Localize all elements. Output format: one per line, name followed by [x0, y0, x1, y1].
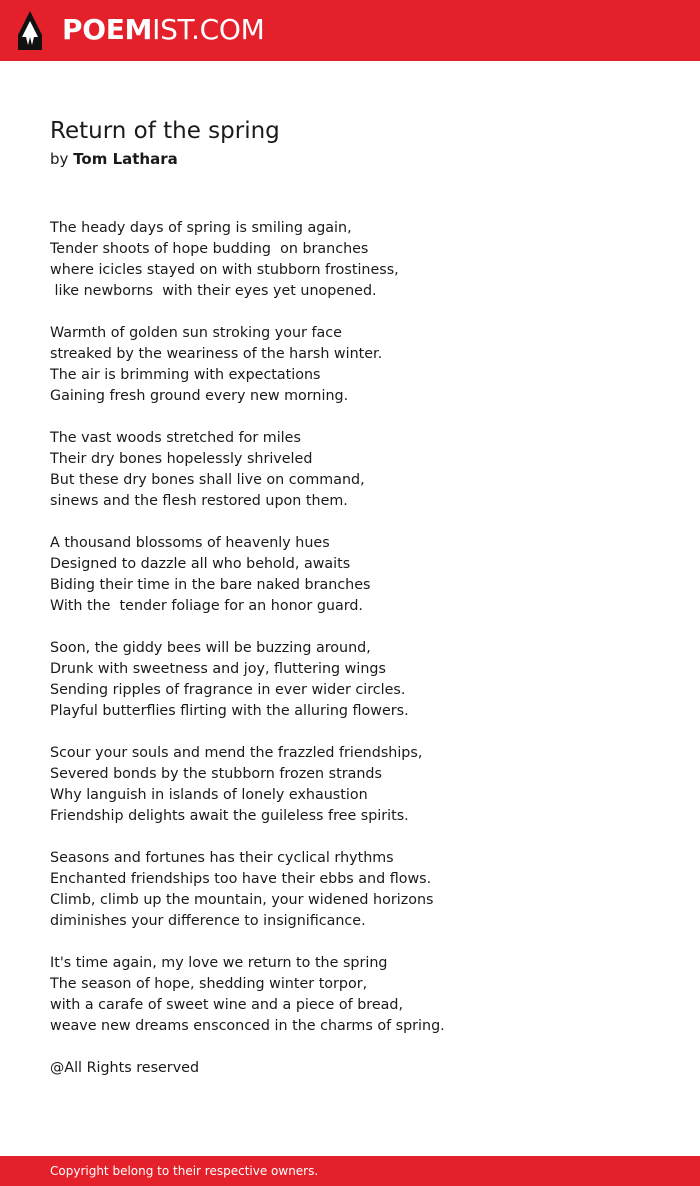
- stanza: [50, 533, 670, 617]
- poem-line: Gaining fresh ground every new morning.: [50, 388, 349, 404]
- site-footer: [0, 1156, 700, 1186]
- poem-line: with a carafe of sweet wine and a piece of bread,: [50, 997, 404, 1013]
- stanza: [50, 428, 670, 512]
- poem-line: Enchanted friendships too have their ebbs and flows.: [50, 871, 432, 887]
- poem-line: Why languish in islands of lonely exhaustion: [50, 787, 368, 803]
- stanza: [50, 848, 670, 932]
- poem-line: But these dry bones shall live on command,: [50, 472, 365, 488]
- poem-line: Seasons and fortunes has their cyclical rhythms: [50, 850, 394, 866]
- poem-line: diminishes your difference to insignificance.: [50, 913, 366, 929]
- poem-line: Biding their time in the bare naked branches: [50, 577, 371, 593]
- poem-line: Designed to dazzle all who behold, awaits: [50, 556, 351, 572]
- poem-line: The air is brimming with expectations: [50, 367, 321, 383]
- poem-line: It's time again, my love we return to the spring: [50, 955, 388, 971]
- poem-line: Drunk with sweetness and joy, fluttering wings: [50, 661, 386, 677]
- stanza: [50, 218, 670, 302]
- logo-light-text: IST.COM: [152, 13, 265, 46]
- poem-line: With the tender foliage for an honor guard.: [50, 598, 363, 614]
- poem-line: Severed bonds by the stubborn frozen strands: [50, 766, 382, 782]
- poem-author: Tom Lathara: [73, 150, 178, 168]
- poem-line: like newborns with their eyes yet unopened.: [50, 283, 377, 299]
- poem-line: where icicles stayed on with stubborn frostiness,: [50, 262, 399, 278]
- site-logo[interactable]: [62, 13, 265, 47]
- poem-line: Climb, climb up the mountain, your widened horizons: [50, 892, 434, 908]
- poem-line: Sending ripples of fragrance in ever wider circles.: [50, 682, 406, 698]
- poem-line: The vast woods stretched for miles: [50, 430, 301, 446]
- logo-bold-text: POEM: [62, 13, 153, 46]
- by-label: by: [50, 150, 69, 168]
- site-header: [0, 0, 700, 61]
- poem-body: [50, 218, 670, 1079]
- rights-notice: @All Rights reserved: [50, 1060, 200, 1076]
- stanza: [50, 323, 670, 407]
- poem-line: Tender shoots of hope budding on branches: [50, 241, 369, 257]
- poem-line: The heady days of spring is smiling again,: [50, 220, 352, 236]
- poem-line: Warmth of golden sun stroking your face: [50, 325, 342, 341]
- pen-nib-icon[interactable]: [18, 11, 42, 51]
- poem-line: Playful butterflies flirting with the alluring flowers.: [50, 703, 409, 719]
- poem-line: Their dry bones hopelessly shriveled: [50, 451, 313, 467]
- poem-line: Scour your souls and mend the frazzled friendships,: [50, 745, 423, 761]
- stanza: [50, 743, 670, 827]
- copyright-text: Copyright belong to their respective owners.: [50, 1164, 319, 1178]
- poem-line: The season of hope, shedding winter torpor,: [50, 976, 368, 992]
- poem-byline: [50, 148, 178, 170]
- stanza: [50, 638, 670, 722]
- poem-line: Friendship delights await the guileless free spirits.: [50, 808, 409, 824]
- poem-line: sinews and the flesh restored upon them.: [50, 493, 348, 509]
- poem-line: streaked by the weariness of the harsh winter.: [50, 346, 383, 362]
- poem-line: A thousand blossoms of heavenly hues: [50, 535, 330, 551]
- poem-line: Soon, the giddy bees will be buzzing around,: [50, 640, 371, 656]
- poem-title: Return of the spring: [50, 118, 280, 144]
- poem-line: weave new dreams ensconced in the charms of spring.: [50, 1018, 445, 1034]
- stanza: [50, 953, 670, 1037]
